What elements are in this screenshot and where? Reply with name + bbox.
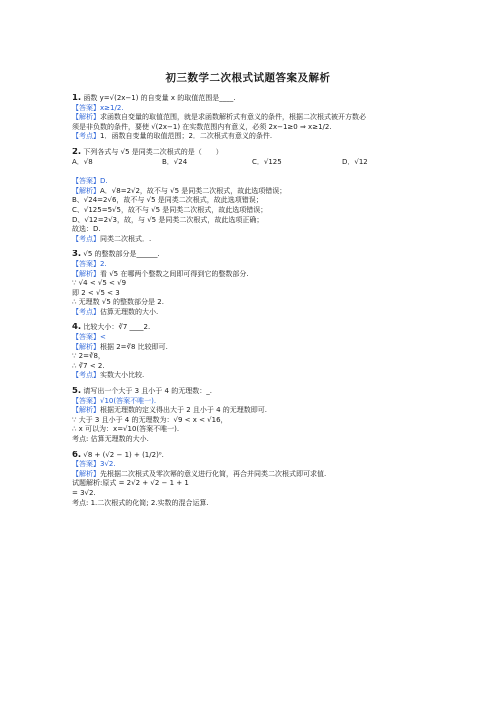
question-text: 下列各式与 √5 是同类二次根式的是（ ） (83, 147, 223, 156)
analysis-line: 须是非负数的条件，要使 √(2x−1) 在实数范围内有意义，必须 2x−1≥0 ⇒ x≥1/2. (72, 122, 332, 131)
answer-text: < (100, 333, 106, 342)
point-line (72, 371, 432, 381)
question-list (72, 94, 432, 508)
analysis-line (72, 270, 432, 280)
analysis-text: 求函数自变量的取值范围，就是求函数解析式有意义的条件，根据二次根式被开方数必 (100, 113, 366, 122)
option-row (72, 158, 432, 168)
analysis-line: D、√12=2√3，故，与 √5 是同类二次根式，故此选项正确； (72, 215, 264, 224)
analysis-line: ∵ √4 < √5 < √9 (72, 279, 127, 288)
analysis-line (72, 187, 432, 197)
question-text: √8 + (√2 − 1) + (1/2)⁰. (83, 450, 164, 459)
point-tag: 【考点】 (72, 234, 100, 243)
option-b: B．√24 (162, 157, 188, 166)
question-number: 4. (72, 323, 82, 333)
analysis-line: 故选：D. (72, 225, 101, 234)
point-line: 考点: 1.二次根式的化简; 2.实数的混合运算. (72, 498, 209, 507)
answer-text: √10(答案不唯一). (100, 396, 157, 405)
analysis-text: 看 √5 在哪两个整数之间即可得到它的整数部分. (100, 269, 249, 278)
solution-line: = 3√2. (72, 488, 96, 497)
answer-line (72, 104, 432, 114)
analysis-line (72, 343, 432, 353)
question-number: 3. (72, 250, 82, 260)
answer-tag: 【答案】 (72, 460, 100, 469)
option-a: A．√8 (72, 157, 93, 166)
answer-tag: 【答案】 (72, 103, 100, 112)
answer-text: 3√2. (100, 460, 116, 469)
analysis-line: 即 2 < √5 < 3 (72, 288, 120, 297)
point-tag: 【考点】 (72, 371, 100, 380)
analysis-tag: 【解析】 (72, 469, 100, 478)
point-text: 实数大小比较. (100, 371, 145, 380)
question-text: 请写出一个大于 3 且小于 4 的无理数：_. (83, 387, 212, 396)
question-number: 1. (72, 94, 82, 103)
page-title: 初三数学二次根式试题答案及解析 (165, 72, 331, 84)
point-tag: 【考点】 (72, 132, 100, 141)
analysis-tag: 【解析】 (72, 406, 100, 415)
question-5 (72, 387, 432, 397)
answer-line (72, 397, 432, 407)
point-tag: 【考点】 (72, 307, 100, 316)
question-3 (72, 250, 432, 260)
answer-tag: 【答案】 (72, 396, 100, 405)
point-line (72, 235, 432, 245)
question-number: 6. (72, 450, 82, 460)
answer-tag: 【答案】 (72, 333, 100, 342)
answer-line (72, 333, 432, 343)
analysis-line: ∵ 2=∛8， (72, 352, 105, 361)
question-6 (72, 451, 432, 461)
question-text: 比较大小：∛7 ____2. (83, 323, 151, 332)
analysis-line: ∴ ∛7 < 2. (72, 361, 105, 370)
point-text: 估算无理数的大小. (100, 307, 159, 316)
analysis-tag: 【解析】 (72, 342, 100, 351)
analysis-text: 根据 2=∛8 比较即可. (100, 342, 168, 351)
answer-tag: 【答案】 (72, 259, 100, 268)
question-text: 函数 y=√(2x−1) 的自变量 x 的取值范围是____. (83, 94, 236, 102)
option-c: C．√125 (252, 157, 282, 166)
answer-line (72, 260, 432, 270)
analysis-line: ∴ 无理数 √5 的整数部分是 2. (72, 298, 164, 307)
answer-line (72, 460, 432, 470)
answer-text: D. (100, 177, 108, 186)
question-number: 2. (72, 147, 82, 157)
question-4 (72, 323, 432, 333)
answer-text: 2. (100, 259, 107, 268)
analysis-line (72, 470, 432, 480)
analysis-line: ∴ x 可以为：x=√10(答案不唯一). (72, 425, 180, 434)
analysis-line: C、√125=5√5，故不与 √5 是同类二次根式，故此选项错误； (72, 205, 268, 214)
point-text: 1．函数自变量的取值范围；2．二次根式有意义的条件. (100, 132, 273, 141)
point-text: 同类二次根式．. (100, 234, 152, 243)
question-number: 5. (72, 387, 82, 397)
analysis-line: ∵ 大于 3 且小于 4 的无理数为：√9 < x < √16， (72, 415, 228, 424)
analysis-text: A．√8=2√2，故不与 √5 是同类二次根式，故此选项错误； (100, 186, 287, 195)
analysis-line: B、√24=2√6，故不与 √5 是同类二次根式，故此选项错误； (72, 196, 263, 205)
analysis-tag: 【解析】 (72, 113, 100, 122)
answer-tag: 【答案】 (72, 177, 100, 186)
solution-line: 试题解析:原式 = 2√2 + √2 − 1 + 1 (72, 479, 189, 488)
question-text: √5 的整数部分是______. (83, 250, 160, 259)
analysis-text: 先根据二次根式及零次幂的意义进行化简，再合并同类二次根式即可求值. (100, 469, 327, 478)
point-line: 考点: 估算无理数的大小. (72, 435, 149, 443)
analysis-line (72, 406, 432, 416)
analysis-tag: 【解析】 (72, 269, 100, 278)
point-line (72, 308, 432, 318)
answer-line (72, 177, 432, 187)
analysis-tag: 【解析】 (72, 186, 100, 195)
point-line (72, 132, 432, 142)
option-d: D．√12 (342, 157, 368, 166)
question-2 (72, 148, 432, 158)
analysis-text: 根据无理数的定义得出大于 2 且小于 4 的无理数即可. (100, 406, 268, 415)
analysis-line (72, 113, 432, 123)
question-1 (72, 94, 432, 104)
answer-text: x≥1/2. (100, 103, 124, 112)
